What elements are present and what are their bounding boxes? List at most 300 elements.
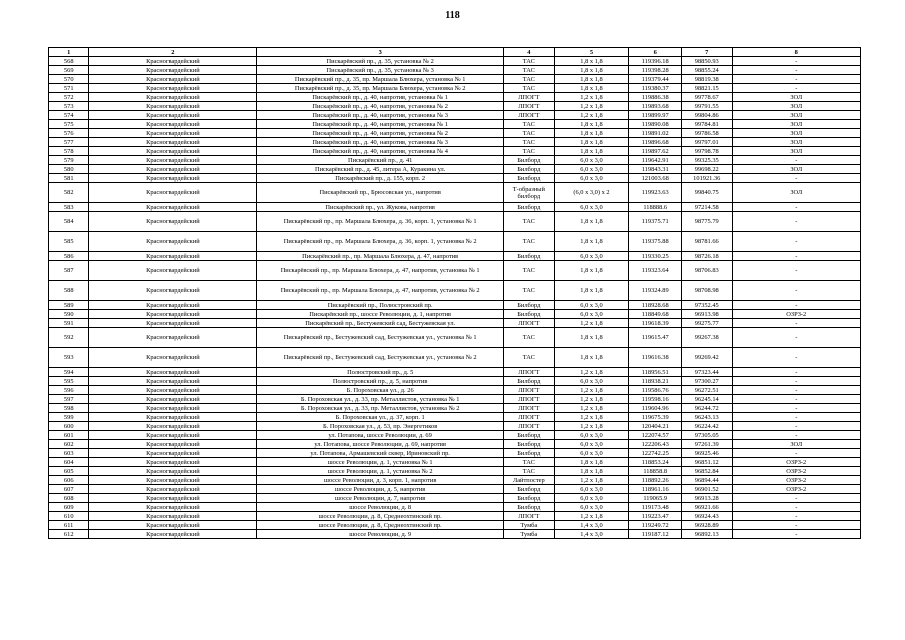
zone-cell: ЗОЛ [732, 120, 860, 129]
district-cell: Красногвардейский [89, 521, 257, 530]
structure-type-cell: Билборд [504, 431, 555, 440]
coord-y-cell: 96924.43 [681, 512, 732, 521]
coord-x-cell: 119065.9 [629, 494, 682, 503]
coord-x-cell: 119375.88 [629, 232, 682, 252]
structure-type-cell: ЛПОГТ [504, 102, 555, 111]
row-number-cell: 599 [49, 413, 89, 422]
column-number-header: 1 [49, 48, 89, 57]
structure-type-cell: Тумба [504, 521, 555, 530]
size-cell: 6,0 х 3,0 [554, 301, 629, 310]
address-cell: Б. Пороховская ул., д. 33, пр. Металлистов, установка № 2 [257, 404, 504, 413]
table-header-row [49, 48, 861, 57]
coord-x-cell: 119642.91 [629, 156, 682, 165]
table-row [49, 212, 861, 232]
structure-type-cell: ТАС [504, 212, 555, 232]
address-cell: шоссе Революции, д. 7, напротив [257, 494, 504, 503]
structure-type-cell: ТАС [504, 57, 555, 66]
coord-x-cell: 118858.8 [629, 467, 682, 476]
size-cell: 1,8 х 1,8 [554, 84, 629, 93]
size-cell: 6,0 х 3,0 [554, 494, 629, 503]
row-number-cell: 586 [49, 252, 89, 261]
address-cell: Полюстровский пр., д. 5, напротив [257, 377, 504, 386]
row-number-cell: 592 [49, 328, 89, 348]
address-cell: шоссе Революции, д. 1, установка № 2 [257, 467, 504, 476]
coord-y-cell: 97214.58 [681, 203, 732, 212]
coord-x-cell: 119893.68 [629, 102, 682, 111]
zone-cell: - [732, 281, 860, 301]
address-cell: ул. Потапова, шоссе Революции, д. 69 [257, 431, 504, 440]
size-cell: 1,8 х 1,8 [554, 129, 629, 138]
coord-x-cell: 119890.08 [629, 120, 682, 129]
structure-type-cell: Лайтпостер [504, 476, 555, 485]
zone-cell: - [732, 212, 860, 232]
coord-y-cell: 99798.78 [681, 147, 732, 156]
structure-type-cell: ЛПОГТ [504, 319, 555, 328]
coord-y-cell: 96272.51 [681, 386, 732, 395]
row-number-cell: 609 [49, 503, 89, 512]
coord-x-cell: 119604.96 [629, 404, 682, 413]
zone-cell: ЗОЛ [732, 183, 860, 203]
table-row [49, 494, 861, 503]
district-cell: Красногвардейский [89, 413, 257, 422]
size-cell: 1,8 х 1,8 [554, 212, 629, 232]
row-number-cell: 604 [49, 458, 89, 467]
address-cell: Пискарёвский пр., д. 35, установка № 2 [257, 57, 504, 66]
zone-cell: - [732, 431, 860, 440]
district-cell: Красногвардейский [89, 252, 257, 261]
coord-y-cell: 96925.46 [681, 449, 732, 458]
address-cell: Пискарёвский пр., д. 40, напротив, установка № 2 [257, 129, 504, 138]
column-number-header: 4 [504, 48, 555, 57]
zone-cell: - [732, 449, 860, 458]
size-cell: 1,8 х 1,8 [554, 57, 629, 66]
address-cell: Полюстровский пр., д. 5 [257, 368, 504, 377]
zone-cell: ЗОЛ [732, 102, 860, 111]
coord-y-cell: 96913.98 [681, 310, 732, 319]
row-number-cell: 578 [49, 147, 89, 156]
coord-x-cell: 122206.43 [629, 440, 682, 449]
zone-cell: - [732, 156, 860, 165]
address-cell: Б. Пороховская ул., д. 37, корп. 1 [257, 413, 504, 422]
table-row [49, 348, 861, 368]
row-number-cell: 612 [49, 530, 89, 539]
address-cell: Пискарёвский пр., пр. Маршала Блюхера, д. 47, напротив, установка № 2 [257, 281, 504, 301]
column-number-header: 5 [554, 48, 629, 57]
table-row [49, 232, 861, 252]
size-cell: 1,2 х 1,8 [554, 404, 629, 413]
zone-cell: ЗОЛ [732, 138, 860, 147]
coord-x-cell: 118888.6 [629, 203, 682, 212]
district-cell: Красногвардейский [89, 183, 257, 203]
structure-type-cell: Тумба [504, 530, 555, 539]
zone-cell: - [732, 377, 860, 386]
table-row [49, 183, 861, 203]
structure-type-cell: ЛПОГТ [504, 386, 555, 395]
table-row [49, 102, 861, 111]
zone-cell: - [732, 319, 860, 328]
district-cell: Красногвардейский [89, 165, 257, 174]
structure-type-cell: ЛПОГТ [504, 404, 555, 413]
zone-cell: - [732, 75, 860, 84]
coord-y-cell: 99840.75 [681, 183, 732, 203]
address-cell: Пискарёвский пр., д. 40, напротив, установка № 1 [257, 93, 504, 102]
structure-type-cell: Билборд [504, 156, 555, 165]
size-cell: 1,8 х 1,8 [554, 147, 629, 156]
zone-cell: - [732, 530, 860, 539]
structure-type-cell: ТАС [504, 129, 555, 138]
zone-cell: - [732, 232, 860, 252]
structure-type-cell: ЛПОГТ [504, 512, 555, 521]
size-cell: 1,2 х 1,8 [554, 102, 629, 111]
table-row [49, 111, 861, 120]
district-cell: Красногвардейский [89, 422, 257, 431]
coord-x-cell: 119223.47 [629, 512, 682, 521]
district-cell: Красногвардейский [89, 120, 257, 129]
size-cell: 6,0 х 3,0 [554, 174, 629, 183]
district-cell: Красногвардейский [89, 395, 257, 404]
zone-cell: - [732, 386, 860, 395]
row-number-cell: 610 [49, 512, 89, 521]
size-cell: 6,0 х 3,0 [554, 165, 629, 174]
table-row [49, 413, 861, 422]
coord-x-cell: 118928.68 [629, 301, 682, 310]
coord-y-cell: 99269.42 [681, 348, 732, 368]
coord-x-cell: 122074.57 [629, 431, 682, 440]
address-cell: Пискарёвский пр., д. 35, пр. Маршала Блюхера, установка № 2 [257, 84, 504, 93]
structure-type-cell: ТАС [504, 458, 555, 467]
structure-type-cell: ТАС [504, 138, 555, 147]
row-number-cell: 573 [49, 102, 89, 111]
structure-type-cell: Билборд [504, 252, 555, 261]
size-cell: 1,2 х 1,8 [554, 368, 629, 377]
row-number-cell: 591 [49, 319, 89, 328]
district-cell: Красногвардейский [89, 84, 257, 93]
zone-cell: ОЗРЗ-2 [732, 485, 860, 494]
coord-x-cell: 119396.18 [629, 57, 682, 66]
address-cell: Пискарёвский пр., Полюстровский пр. [257, 301, 504, 310]
structure-type-cell: ТАС [504, 147, 555, 156]
district-cell: Красногвардейский [89, 66, 257, 75]
district-cell: Красногвардейский [89, 512, 257, 521]
table-row [49, 301, 861, 310]
table-row [49, 174, 861, 183]
table-row [49, 377, 861, 386]
coord-x-cell: 119923.63 [629, 183, 682, 203]
coord-x-cell: 119616.38 [629, 348, 682, 368]
address-cell: Б. Пороховская ул., д. 26 [257, 386, 504, 395]
coord-y-cell: 96921.66 [681, 503, 732, 512]
coord-y-cell: 96244.72 [681, 404, 732, 413]
table-row [49, 203, 861, 212]
address-cell: шоссе Революции, д. 9 [257, 530, 504, 539]
coord-x-cell: 118956.51 [629, 368, 682, 377]
coord-y-cell: 97261.39 [681, 440, 732, 449]
size-cell: 1,2 х 1,8 [554, 93, 629, 102]
table-row [49, 120, 861, 129]
address-cell: Пискарёвский пр., д. 40, напротив, установка № 3 [257, 111, 504, 120]
zone-cell: - [732, 66, 860, 75]
coord-x-cell: 119379.44 [629, 75, 682, 84]
coord-y-cell: 99791.55 [681, 102, 732, 111]
district-cell: Красногвардейский [89, 476, 257, 485]
row-number-cell: 579 [49, 156, 89, 165]
coord-y-cell: 98708.98 [681, 281, 732, 301]
district-cell: Красногвардейский [89, 75, 257, 84]
address-cell: Б. Пороховская ул., д. 33, пр. Металлистов, установка № 1 [257, 395, 504, 404]
size-cell: 1,8 х 1,8 [554, 75, 629, 84]
table-row [49, 449, 861, 458]
address-cell: Пискарёвский пр., д. 40, напротив, установка № 3 [257, 138, 504, 147]
address-cell: Пискарёвский пр., д. 40, напротив, установка № 2 [257, 102, 504, 111]
row-number-cell: 574 [49, 111, 89, 120]
zone-cell: ЗОЛ [732, 165, 860, 174]
size-cell: 1,8 х 1,8 [554, 66, 629, 75]
coord-y-cell: 99698.22 [681, 165, 732, 174]
table-row [49, 328, 861, 348]
structure-type-cell: ЛПОГТ [504, 395, 555, 404]
size-cell: 1,8 х 1,8 [554, 120, 629, 129]
structure-type-cell: ТАС [504, 281, 555, 301]
coord-x-cell: 121003.68 [629, 174, 682, 183]
coord-y-cell: 99784.81 [681, 120, 732, 129]
district-cell: Красногвардейский [89, 102, 257, 111]
table-row [49, 467, 861, 476]
coord-y-cell: 99804.86 [681, 111, 732, 120]
advertising-structures-table [48, 47, 861, 539]
row-number-cell: 583 [49, 203, 89, 212]
zone-cell: ЗОЛ [732, 129, 860, 138]
coord-x-cell: 119586.76 [629, 386, 682, 395]
district-cell: Красногвардейский [89, 467, 257, 476]
address-cell: шоссе Революции, д. 8, Среднеохтинский пр. [257, 512, 504, 521]
table-row [49, 319, 861, 328]
size-cell: 6,0 х 3,0 [554, 431, 629, 440]
row-number-cell: 603 [49, 449, 89, 458]
coord-y-cell: 98850.93 [681, 57, 732, 66]
structure-type-cell: ТАС [504, 232, 555, 252]
coord-y-cell: 98819.38 [681, 75, 732, 84]
row-number-cell: 597 [49, 395, 89, 404]
address-cell: Пискарёвский пр., Бестужевский сад, Бестужевская ул. [257, 319, 504, 328]
table-row [49, 310, 861, 319]
row-number-cell: 582 [49, 183, 89, 203]
row-number-cell: 602 [49, 440, 89, 449]
coord-y-cell: 98855.24 [681, 66, 732, 75]
zone-cell: - [732, 348, 860, 368]
column-number-header: 8 [732, 48, 860, 57]
address-cell: Пискарёвский пр., д. 35, установка № 3 [257, 66, 504, 75]
address-cell: Пискарёвский пр., д. 35, пр. Маршала Блюхера, установка № 1 [257, 75, 504, 84]
district-cell: Красногвардейский [89, 328, 257, 348]
address-cell: шоссе Революции, д. 3, корп. 1, напротив [257, 476, 504, 485]
size-cell: 1,2 х 1,8 [554, 386, 629, 395]
coord-x-cell: 119249.72 [629, 521, 682, 530]
coord-y-cell: 99797.01 [681, 138, 732, 147]
structure-type-cell: ТАС [504, 261, 555, 281]
table-row [49, 512, 861, 521]
coord-x-cell: 119618.39 [629, 319, 682, 328]
structure-type-cell: Билборд [504, 174, 555, 183]
structure-type-cell: ТАС [504, 75, 555, 84]
address-cell: шоссе Революции, д. 8, Среднеохтинский пр. [257, 521, 504, 530]
zone-cell: - [732, 404, 860, 413]
coord-y-cell: 99778.67 [681, 93, 732, 102]
size-cell: 6,0 х 3,0 [554, 485, 629, 494]
structure-type-cell: ТАС [504, 66, 555, 75]
district-cell: Красногвардейский [89, 301, 257, 310]
coord-x-cell: 119173.48 [629, 503, 682, 512]
structure-type-cell: Билборд [504, 301, 555, 310]
district-cell: Красногвардейский [89, 93, 257, 102]
size-cell: 1,8 х 1,8 [554, 467, 629, 476]
size-cell: 6,0 х 3,0 [554, 377, 629, 386]
district-cell: Красногвардейский [89, 232, 257, 252]
size-cell: 1,8 х 1,8 [554, 232, 629, 252]
coord-x-cell: 119380.37 [629, 84, 682, 93]
coord-y-cell: 96243.13 [681, 413, 732, 422]
row-number-cell: 581 [49, 174, 89, 183]
district-cell: Красногвардейский [89, 449, 257, 458]
zone-cell: ЗОЛ [732, 93, 860, 102]
zone-cell: - [732, 368, 860, 377]
structure-type-cell: ЛПОГТ [504, 93, 555, 102]
size-cell: 1,8 х 1,8 [554, 261, 629, 281]
coord-x-cell: 118892.26 [629, 476, 682, 485]
structure-type-cell: Билборд [504, 203, 555, 212]
coord-y-cell: 97323.44 [681, 368, 732, 377]
row-number-cell: 598 [49, 404, 89, 413]
address-cell: Пискарёвский пр., д. 40, напротив, установка № 1 [257, 120, 504, 129]
table-row [49, 386, 861, 395]
address-cell: Пискарёвский пр., шоссе Революции, д. 1, напротив [257, 310, 504, 319]
row-number-cell: 568 [49, 57, 89, 66]
structure-type-cell: Билборд [504, 449, 555, 458]
district-cell: Красногвардейский [89, 281, 257, 301]
district-cell: Красногвардейский [89, 348, 257, 368]
table-row [49, 66, 861, 75]
coord-x-cell: 119891.02 [629, 129, 682, 138]
zone-cell: ОЗРЗ-2 [732, 458, 860, 467]
coord-y-cell: 96851.12 [681, 458, 732, 467]
address-cell: шоссе Революции, д. 5, напротив [257, 485, 504, 494]
coord-y-cell: 96913.28 [681, 494, 732, 503]
zone-cell: - [732, 521, 860, 530]
coord-x-cell: 119330.25 [629, 252, 682, 261]
table-row [49, 458, 861, 467]
coord-y-cell: 96901.52 [681, 485, 732, 494]
row-number-cell: 590 [49, 310, 89, 319]
address-cell: Пискарёвский пр., Бестужевский сад, Бестужевская ул., установка № 2 [257, 348, 504, 368]
coord-y-cell: 96224.42 [681, 422, 732, 431]
size-cell: (6,0 х 3,0) х 2 [554, 183, 629, 203]
table-row [49, 476, 861, 485]
structure-type-cell: Билборд [504, 377, 555, 386]
table-row [49, 252, 861, 261]
coord-x-cell: 119324.89 [629, 281, 682, 301]
structure-type-cell: ТАС [504, 84, 555, 93]
district-cell: Красногвардейский [89, 174, 257, 183]
table-row [49, 147, 861, 156]
size-cell: 1,2 х 1,8 [554, 476, 629, 485]
table-row [49, 281, 861, 301]
district-cell: Красногвардейский [89, 485, 257, 494]
zone-cell: ЗОЛ [732, 147, 860, 156]
size-cell: 1,8 х 1,8 [554, 458, 629, 467]
zone-cell: - [732, 494, 860, 503]
address-cell: Пискарёвский пр., пр. Маршала Блюхера, д. 47, напротив [257, 252, 504, 261]
structure-type-cell: ЛПОГТ [504, 111, 555, 120]
zone-cell: ОЗРЗ-2 [732, 476, 860, 485]
address-cell: Пискарёвский пр., пр. Маршала Блюхера, д. 47, напротив, установка № 1 [257, 261, 504, 281]
district-cell: Красногвардейский [89, 386, 257, 395]
coord-y-cell: 99786.58 [681, 129, 732, 138]
page-number: 118 [445, 10, 460, 21]
row-number-cell: 588 [49, 281, 89, 301]
table-row [49, 156, 861, 165]
structure-type-cell: Билборд [504, 485, 555, 494]
table-row [49, 521, 861, 530]
coord-x-cell: 118961.16 [629, 485, 682, 494]
coord-y-cell: 96928.89 [681, 521, 732, 530]
zone-cell: - [732, 328, 860, 348]
row-number-cell: 585 [49, 232, 89, 252]
zone-cell: ЗОЛ [732, 440, 860, 449]
coord-y-cell: 98775.79 [681, 212, 732, 232]
row-number-cell: 601 [49, 431, 89, 440]
table-row [49, 503, 861, 512]
size-cell: 1,2 х 1,8 [554, 319, 629, 328]
address-cell: Пискарёвский пр., Брюсовская ул., напротив [257, 183, 504, 203]
address-cell: Пискарёвский пр., Бестужевский сад, Бестужевская ул., установка № 1 [257, 328, 504, 348]
coord-x-cell: 119398.28 [629, 66, 682, 75]
district-cell: Красногвардейский [89, 440, 257, 449]
row-number-cell: 570 [49, 75, 89, 84]
district-cell: Красногвардейский [89, 503, 257, 512]
address-cell: шоссе Революции, д. 1, установка № 1 [257, 458, 504, 467]
table-row [49, 165, 861, 174]
structure-type-cell: Билборд [504, 503, 555, 512]
structure-type-cell: ТАС [504, 120, 555, 129]
table-row [49, 422, 861, 431]
address-cell: Пискарёвский пр., пр. Маршала Блюхера, д. 36, корп. 1, установка № 1 [257, 212, 504, 232]
table-row [49, 395, 861, 404]
size-cell: 1,2 х 1,8 [554, 413, 629, 422]
structure-type-cell: Билборд [504, 494, 555, 503]
district-cell: Красногвардейский [89, 261, 257, 281]
coord-x-cell: 119187.12 [629, 530, 682, 539]
zone-cell: - [732, 301, 860, 310]
size-cell: 1,8 х 1,8 [554, 138, 629, 147]
coord-y-cell: 96852.84 [681, 467, 732, 476]
row-number-cell: 569 [49, 66, 89, 75]
address-cell: Пискарёвский пр., д. 45, литера А, Куракина ул. [257, 165, 504, 174]
structure-type-cell: ЛПОГТ [504, 413, 555, 422]
address-cell: ул. Потапова, шоссе Революции, д. 69, напротив [257, 440, 504, 449]
district-cell: Красногвардейский [89, 530, 257, 539]
structure-type-cell: ТАС [504, 467, 555, 476]
table-row [49, 485, 861, 494]
row-number-cell: 576 [49, 129, 89, 138]
column-number-header: 6 [629, 48, 682, 57]
table-row [49, 404, 861, 413]
size-cell: 1,2 х 1,8 [554, 512, 629, 521]
table-row [49, 93, 861, 102]
row-number-cell: 606 [49, 476, 89, 485]
address-cell: ул. Потапова, Армашевский сквер, Ириновский пр. [257, 449, 504, 458]
table-row [49, 75, 861, 84]
coord-x-cell: 118853.24 [629, 458, 682, 467]
coord-x-cell: 119598.16 [629, 395, 682, 404]
